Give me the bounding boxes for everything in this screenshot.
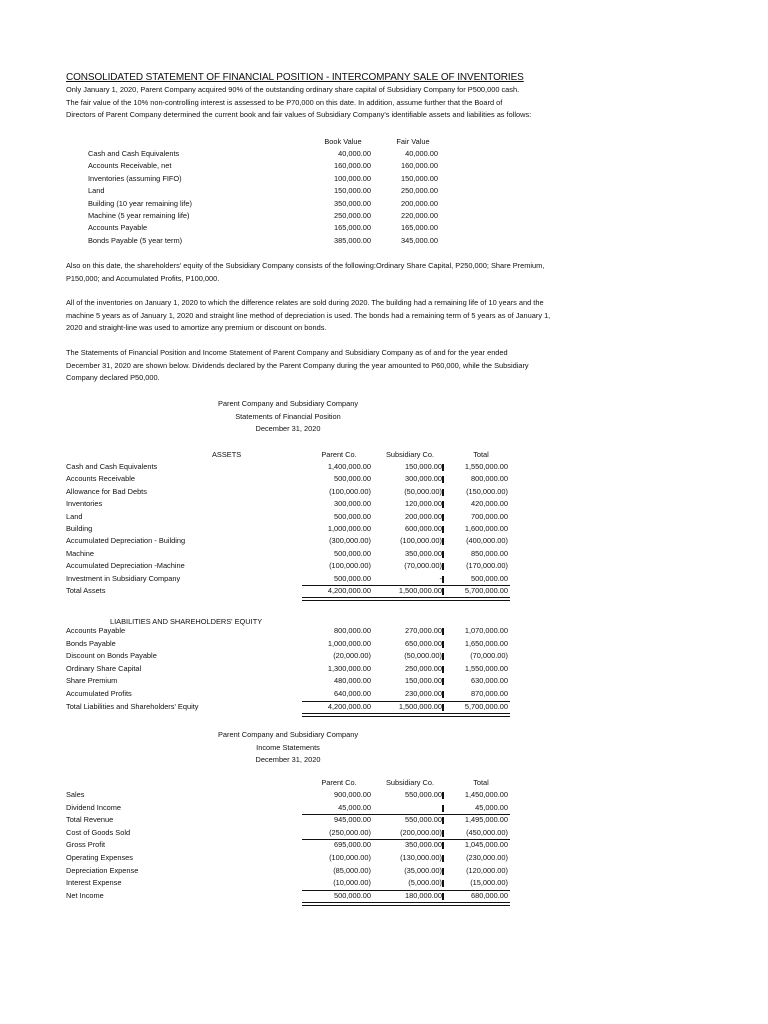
- row-label: Accumulated Depreciation -Machine: [66, 561, 185, 571]
- table-row: [66, 688, 516, 700]
- underline: [302, 585, 510, 586]
- subsidiary-value: 150,000.00: [405, 676, 442, 686]
- statements-paragraph: [66, 347, 626, 385]
- column-separator: [442, 855, 444, 862]
- text-line: Only January 1, 2020, Parent Company acquired 90% of the outstanding ordinary share capital of Subsidiary Company for P500,000 cash.: [66, 85, 520, 94]
- equity-paragraph: [66, 260, 626, 285]
- total-value: (120,000.00): [466, 865, 508, 875]
- column-separator: [442, 653, 444, 660]
- parent-value: 480,000.00: [334, 676, 371, 686]
- parent-value: 1,000,000.00: [327, 638, 371, 648]
- underline: [302, 814, 510, 815]
- table-row: [88, 222, 448, 234]
- subsidiary-value: (130,000.00): [400, 853, 442, 862]
- parent-value: 695,000.00: [334, 840, 371, 850]
- total-value: (15,000.00): [470, 878, 508, 888]
- subsidiary-value: (70,000.00): [404, 561, 442, 571]
- column-header: Parent Co.: [321, 450, 357, 459]
- text-line: 2020 and straight-line was used to amortize any premium or discount on bonds.: [66, 323, 327, 332]
- column-separator: [442, 476, 444, 483]
- column-header: Total: [473, 450, 489, 459]
- row-label: Accumulated Profits: [66, 689, 132, 698]
- row-label: Machine: [66, 548, 94, 558]
- parent-value: 500,000.00: [334, 890, 371, 900]
- parent-value: (100,000.00): [329, 561, 371, 571]
- text-line: machine 5 years as of January 1, 2020 and straight line method of depreciation is used. The bonds had a remaining term of 5 years as of January 1,: [66, 310, 551, 320]
- subsidiary-value: (50,000.00): [404, 651, 442, 661]
- column-separator: [442, 501, 444, 508]
- row-label: Building (10 year remaining life): [88, 198, 192, 208]
- total-value: 850,000.00: [471, 548, 508, 558]
- column-separator: [442, 830, 444, 837]
- fair-value: 40,000.00: [405, 149, 438, 158]
- column-separator: [442, 628, 444, 635]
- table-row: [66, 852, 516, 864]
- row-label: Interest Expense: [66, 878, 122, 888]
- row-label: Inventories: [66, 499, 103, 509]
- is-title: [198, 729, 378, 767]
- column-separator: [442, 868, 444, 875]
- row-label: Land: [88, 186, 105, 196]
- column-separator: [442, 514, 444, 521]
- sfp-title-line: Parent Company and Subsidiary Company: [217, 399, 359, 408]
- row-label: Machine (5 year remaining life): [88, 211, 190, 220]
- table-row: [66, 573, 516, 585]
- book-value: 160,000.00: [334, 161, 371, 171]
- row-label: Discount on Bonds Payable: [66, 651, 157, 661]
- document-title: CONSOLIDATED STATEMENT OF FINANCIAL POSITION - INTERCOMPANY SALE OF INVENTORIES: [66, 72, 524, 83]
- subsidiary-value: (5,000.00): [408, 878, 442, 888]
- column-header: Parent Co.: [321, 778, 357, 787]
- parent-value: 640,000.00: [334, 689, 371, 698]
- subsidiary-value: 250,000.00: [405, 663, 442, 673]
- table-row: [66, 511, 516, 523]
- parent-value: 1,400,000.00: [327, 462, 371, 471]
- parent-value: 1,300,000.00: [327, 663, 371, 673]
- table-header-row: [88, 136, 448, 148]
- table-header-row: [66, 449, 516, 461]
- row-label: Sales: [66, 790, 85, 799]
- subsidiary-value: 350,000.00: [405, 548, 442, 558]
- column-separator: [442, 489, 444, 496]
- table-row: [66, 701, 516, 713]
- total-value: 1,550,000.00: [464, 663, 508, 673]
- parent-value: 800,000.00: [334, 626, 371, 635]
- parent-value: (250,000.00): [329, 827, 371, 837]
- row-label: Allowance for Bad Debts: [66, 486, 147, 496]
- subsidiary-value: (50,000.00): [404, 486, 442, 496]
- row-label: Cash and Cash Equivalents: [88, 149, 180, 158]
- is-title-line: Income Statements: [256, 742, 320, 752]
- assets-heading: ASSETS: [212, 450, 242, 459]
- total-value: 500,000.00: [471, 573, 508, 583]
- table-row: [66, 486, 516, 498]
- column-separator: [442, 678, 444, 685]
- row-label: Total Liabilities and Shareholders' Equity: [66, 701, 199, 711]
- parent-value: (100,000.00): [329, 853, 371, 862]
- table-row: [88, 210, 448, 222]
- text-line: Also on this date, the shareholders' equity of the Subsidiary Company consists of the following:Ordinary Share Capital, P250,000; Share Premium,: [66, 261, 545, 270]
- column-separator: [442, 842, 444, 849]
- column-separator: [442, 704, 444, 711]
- subsidiary-value: 550,000.00: [405, 815, 442, 825]
- table-header-row: [66, 777, 516, 789]
- subsidiary-value: 550,000.00: [405, 790, 442, 799]
- total-value: (150,000.00): [466, 486, 508, 496]
- total-value: 1,550,000.00: [464, 462, 508, 471]
- inventory-paragraph: [66, 297, 626, 335]
- text-line: Directors of Parent Company determined the current book and fair values of Subsidiary Company's identifiable assets and liabilities as follows:: [66, 110, 532, 119]
- table-row: [88, 198, 448, 210]
- column-separator: [442, 666, 444, 673]
- total-value: 5,700,000.00: [464, 701, 508, 711]
- row-label: Investment in Subsidiary Company: [66, 573, 181, 583]
- column-separator: [442, 526, 444, 533]
- table-row: [66, 675, 516, 687]
- table-row: [66, 585, 516, 597]
- parent-value: (100,000.00): [329, 486, 371, 496]
- column-separator: [442, 563, 444, 570]
- underline: [302, 839, 510, 840]
- subsidiary-value: (100,000.00): [400, 536, 442, 546]
- sfp-title-line: Statements of Financial Position: [235, 411, 341, 421]
- double-underline: [302, 713, 510, 717]
- subsidiary-value: 120,000.00: [405, 499, 442, 509]
- parent-value: 500,000.00: [334, 548, 371, 558]
- column-separator: [442, 588, 444, 595]
- book-value: 40,000.00: [338, 149, 371, 158]
- row-label: Depreciation Expense: [66, 865, 139, 875]
- subsidiary-value: 600,000.00: [405, 524, 442, 533]
- total-value: 5,700,000.00: [464, 586, 508, 595]
- table-row: [66, 638, 516, 650]
- intro-paragraph: [66, 84, 626, 122]
- table-row: [66, 814, 516, 826]
- total-value: 800,000.00: [471, 474, 508, 484]
- underline: [302, 701, 510, 702]
- row-label: Net Income: [66, 890, 104, 900]
- column-separator: [442, 691, 444, 698]
- table-row: [66, 663, 516, 675]
- text-line: P150,000; and Accumulated Profits, P100,000.: [66, 273, 220, 283]
- total-value: (170,000.00): [466, 561, 508, 571]
- table-row: [66, 650, 516, 662]
- sfp-title: [198, 398, 378, 436]
- text-line: Company declared P50,000.: [66, 373, 160, 382]
- table-row: [66, 461, 516, 473]
- parent-value: (20,000.00): [333, 651, 371, 661]
- total-value: (70,000.00): [470, 651, 508, 661]
- text-line: December 31, 2020 are shown below. Dividends declared by the Parent Company during the year amounted to P60,000, while the Subsidiary: [66, 360, 529, 370]
- parent-value: 500,000.00: [334, 573, 371, 583]
- text-line: All of the inventories on January 1, 2020 to which the difference relates are sold during 2020. The building had a remaining life of 10 years and the: [66, 298, 544, 307]
- book-value: 350,000.00: [334, 198, 371, 208]
- subsidiary-value: 230,000.00: [405, 689, 442, 698]
- row-label: Accumulated Depreciation - Building: [66, 536, 186, 546]
- parent-value: 1,000,000.00: [327, 524, 371, 533]
- table-row: [88, 148, 448, 160]
- total-value: 1,070,000.00: [464, 626, 508, 635]
- row-label: Gross Profit: [66, 840, 106, 850]
- subsidiary-value: (35,000.00): [404, 865, 442, 875]
- book-value: 100,000.00: [334, 173, 371, 183]
- total-value: (450,000.00): [466, 827, 508, 837]
- subsidiary-value: 150,000.00: [405, 462, 442, 471]
- parent-value: (10,000.00): [333, 878, 371, 888]
- column-separator: [442, 817, 444, 824]
- row-label: Accounts Payable: [66, 626, 126, 635]
- parent-value: 500,000.00: [334, 511, 371, 521]
- total-value: (400,000.00): [466, 536, 508, 546]
- is-title-line: Parent Company and Subsidiary Company: [217, 730, 359, 739]
- fair-value: 200,000.00: [401, 198, 438, 208]
- row-label: Building: [66, 524, 93, 533]
- row-label: Accounts Receivable, net: [88, 161, 172, 171]
- column-separator: [442, 464, 444, 471]
- row-label: Dividend Income: [66, 802, 122, 812]
- table-row: [88, 185, 448, 197]
- fair-value: 220,000.00: [401, 211, 438, 220]
- total-value: 1,450,000.00: [464, 790, 508, 799]
- column-separator: [442, 792, 444, 799]
- column-header: Fair Value: [396, 137, 430, 146]
- subsidiary-value: (200,000.00): [400, 827, 442, 837]
- column-separator: [442, 551, 444, 558]
- total-value: 1,650,000.00: [464, 638, 508, 648]
- book-value: 250,000.00: [334, 211, 371, 220]
- total-value: 870,000.00: [471, 689, 508, 698]
- column-header: Book Value: [324, 137, 362, 146]
- parent-value: 45,000.00: [338, 802, 371, 812]
- total-value: 420,000.00: [471, 499, 508, 509]
- column-header: Subsidiary Co.: [385, 778, 435, 787]
- fair-value: 345,000.00: [401, 235, 438, 245]
- table-row: [66, 839, 516, 851]
- text-line: The Statements of Financial Position and Income Statement of Parent Company and Subsidiary Company as of and for the year ended: [66, 348, 508, 357]
- row-label: Ordinary Share Capital: [66, 663, 142, 673]
- total-value: 630,000.00: [471, 676, 508, 686]
- table-row: [66, 877, 516, 889]
- column-separator: [442, 893, 444, 900]
- text-line: The fair value of the 10% non-controlling interest is assessed to be P70,000 on this date. In addition, assume further that the Board of: [66, 97, 503, 107]
- subsidiary-value: 270,000.00: [405, 626, 442, 635]
- total-value: (230,000.00): [466, 853, 508, 862]
- total-value: 680,000.00: [471, 890, 508, 900]
- double-underline: [302, 597, 510, 601]
- table-row: [88, 235, 448, 247]
- column-separator: [442, 880, 444, 887]
- row-label: Bonds Payable: [66, 638, 116, 648]
- row-label: Share Premium: [66, 676, 118, 686]
- total-value: 700,000.00: [471, 511, 508, 521]
- row-label: Cost of Goods Sold: [66, 827, 131, 837]
- row-label: Total Revenue: [66, 815, 114, 825]
- row-label: Total Assets: [66, 586, 106, 595]
- table-row: [66, 560, 516, 572]
- subsidiary-value: 650,000.00: [405, 638, 442, 648]
- subsidiary-value: 1,500,000.00: [398, 701, 442, 711]
- subsidiary-value: 350,000.00: [405, 840, 442, 850]
- column-header: Total: [473, 778, 489, 787]
- row-label: Inventories (assuming FIFO): [88, 173, 182, 183]
- subsidiary-value: 200,000.00: [405, 511, 442, 521]
- total-value: 1,495,000.00: [464, 815, 508, 825]
- table-row: [88, 173, 448, 185]
- column-separator: [442, 805, 444, 812]
- table-row: [88, 160, 448, 172]
- fair-value: 165,000.00: [401, 223, 438, 233]
- table-row: [66, 890, 516, 902]
- column-separator: [442, 576, 444, 583]
- table-row: [66, 625, 516, 637]
- table-row: [66, 802, 516, 814]
- underline: [302, 890, 510, 891]
- double-underline: [302, 902, 510, 906]
- table-row: [66, 473, 516, 485]
- table-row: [66, 827, 516, 839]
- table-row: [66, 535, 516, 547]
- total-value: 1,600,000.00: [464, 524, 508, 533]
- table-row: [66, 865, 516, 877]
- fair-value: 160,000.00: [401, 161, 438, 171]
- book-value: 385,000.00: [334, 235, 371, 245]
- row-label: Land: [66, 511, 83, 521]
- total-value: 45,000.00: [475, 802, 508, 812]
- subsidiary-value: 300,000.00: [405, 474, 442, 484]
- parent-value: (85,000.00): [333, 865, 371, 875]
- subsidiary-value: -: [439, 573, 442, 583]
- is-title-line: December 31, 2020: [255, 755, 321, 764]
- book-value: 150,000.00: [334, 186, 371, 196]
- table-row: [66, 523, 516, 535]
- total-value: 1,045,000.00: [464, 840, 508, 850]
- book-value: 165,000.00: [334, 223, 371, 233]
- parent-value: 900,000.00: [334, 790, 371, 799]
- row-label: Accounts Receivable: [66, 474, 136, 484]
- parent-value: 945,000.00: [334, 815, 371, 825]
- row-label: Cash and Cash Equivalents: [66, 462, 158, 471]
- column-header: Subsidiary Co.: [385, 450, 435, 459]
- liabilities-heading: LIABILITIES AND SHAREHOLDERS' EQUITY: [110, 617, 263, 626]
- row-label: Bonds Payable (5 year term): [88, 235, 183, 245]
- column-separator: [442, 538, 444, 545]
- parent-value: 4,200,000.00: [327, 701, 371, 711]
- fair-value: 250,000.00: [401, 186, 438, 196]
- table-row: [66, 548, 516, 560]
- fair-value: 150,000.00: [401, 173, 438, 183]
- row-label: Accounts Payable: [88, 223, 148, 233]
- subsidiary-value: 1,500,000.00: [398, 586, 442, 595]
- row-label: Operating Expenses: [66, 853, 133, 862]
- parent-value: 500,000.00: [334, 474, 371, 484]
- subsidiary-value: 180,000.00: [405, 890, 442, 900]
- column-separator: [442, 641, 444, 648]
- parent-value: 300,000.00: [334, 499, 371, 509]
- parent-value: 4,200,000.00: [327, 586, 371, 595]
- table-row: [66, 789, 516, 801]
- table-row: [66, 498, 516, 510]
- sfp-title-line: December 31, 2020: [255, 424, 321, 433]
- parent-value: (300,000.00): [329, 536, 371, 546]
